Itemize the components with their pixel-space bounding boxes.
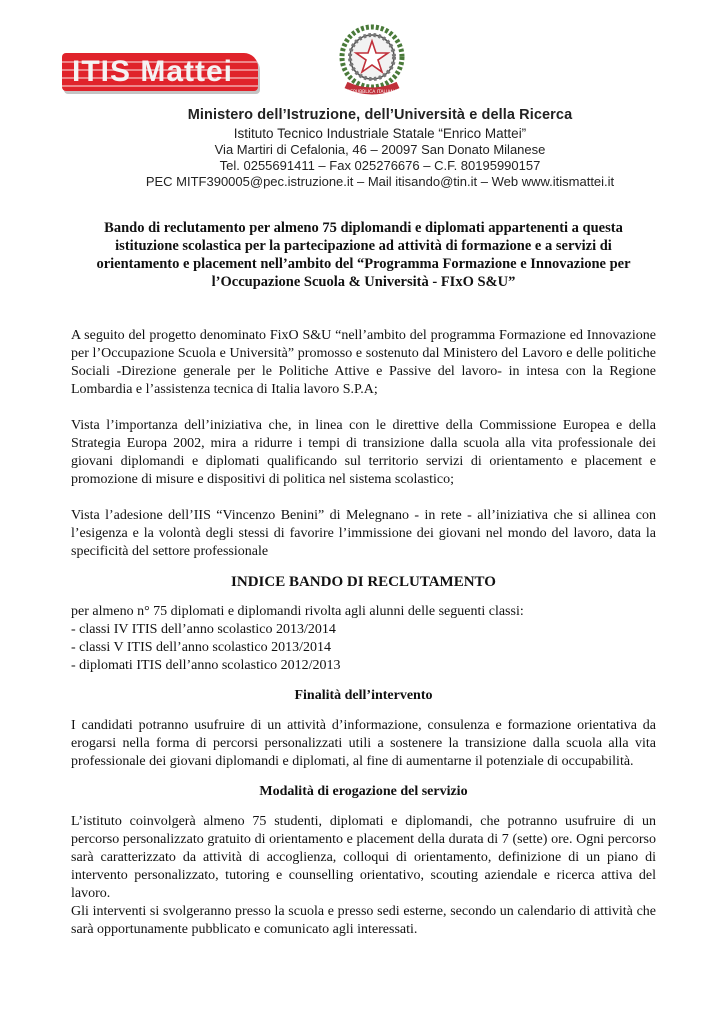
index-intro: per almeno n° 75 diplomati e diplomandi rivolta agli alunni delle seguenti classi:: [71, 604, 524, 619]
school-header: [130, 106, 630, 190]
republic-emblem-icon: [336, 23, 408, 99]
itis-mattei-logo: [62, 53, 258, 91]
modalita-text-calendar: Gli interventi si svolgeranno presso la scuola e presso sedi esterne, secondo un calendario di attività che sarà opportunamente pubblicato e comunicato agli interessati.: [71, 904, 656, 937]
document-title: Bando di reclutamento per almeno 75 diplomandi e diplomati appartenenti a questa istituzione scolastica per la partecipazione ad attività di formazione e a servizi di orientamento e placement nell’ambito del “Programma Formazione e Innovazione per l’Occupazione Scuola & Università - FIxO S&U”: [96, 220, 631, 290]
index-heading: INDICE BANDO DI RECLUTAMENTO: [231, 574, 496, 590]
index-list-item: - classi IV ITIS dell’anno scolastico 2013/2014: [71, 622, 336, 637]
ministry-name: Ministero dell’Istruzione, dell’Università e della Ricerca: [187, 107, 573, 123]
modalita-heading: Modalità di erogazione del servizio: [259, 784, 468, 799]
modalita-text: L’istituto coinvolgerà almeno 75 studenti, diplomati e diplomandi, che potranno usufruire di un percorso personalizzato gratuito di orientamento e placement della durata di 7 (sette) ore. Ogni percorso sarà caratterizzato da attività di accoglienza, colloqui di orientamento, definizione di un piano di intervento personalizzato, tutoring e counselling orientativo, scouting aziendale e ricerca attiva del lavoro.: [71, 814, 656, 901]
finalita-heading: Finalità dell’intervento: [294, 688, 433, 703]
paragraph-importance: Vista l’importanza dell’iniziativa che, in linea con le direttive della Commissione Europea e della Strategia Europa 2002, mira a ridurre i tempi di transizione dalla scuola alla vita professionale dei giovani diplomandi e diplomati qualificando sul territorio servizi di orientamento e placement e promozione di misure e dispositivi di politica nel sistema scolastico;: [71, 418, 656, 487]
logo-text: ITIS Mattei: [72, 55, 234, 88]
index-list-item: - classi V ITIS dell’anno scolastico 2013/2014: [71, 640, 331, 655]
institute-contacts: PEC MITF390005@pec.istruzione.it – Mail itisando@tin.it – Web www.itismattei.it: [145, 174, 615, 189]
document-body: [71, 219, 656, 939]
paragraph-premise: A seguito del progetto denominato FixO S&U “nell’ambito del programma Formazione ed Innovazione per l’Occupazione Scuola e Università” promosso e sostenuto dal Ministero del Lavoro e delle politiche Sociali -Direzione generale per le Politiche Attive e Passive del lavoro- in intesa con la Regione Lombardia e l’assistenza tecnica di Italia lavoro S.P.A;: [71, 328, 656, 397]
index-list-item: - diplomati ITIS dell’anno scolastico 2012/2013: [71, 658, 341, 673]
institute-address: Via Martiri di Cefalonia, 46 – 20097 San Donato Milanese: [214, 142, 546, 157]
paragraph-adhesion: Vista l’adesione dell’IIS “Vincenzo Benini” di Melegnano - in rete - all’iniziativa che si allinea con l’esigenza e la volontà degli stessi di favorire l’immissione dei giovani nel mondo del lavoro, data la specificità del settore professionale: [71, 508, 656, 559]
emblem-ribbon-text: REPUBBLICA ITALIANA: [347, 90, 397, 95]
institute-phone: Tel. 0255691411 – Fax 025276676 – C.F. 80195990157: [219, 158, 541, 173]
finalita-text: I candidati potranno usufruire di un attività d’informazione, consulenza e formazione orientativa da erogarsi nella forma di percorsi personalizzati utili a sostenere la transizione dalla scuola alla vita professionale dei giovani diplomandi e diplomati, al fine di aumentarne il potenziale di occupabilità.: [71, 718, 656, 769]
institute-name: Istituto Tecnico Industriale Statale “Enrico Mattei”: [233, 126, 527, 141]
